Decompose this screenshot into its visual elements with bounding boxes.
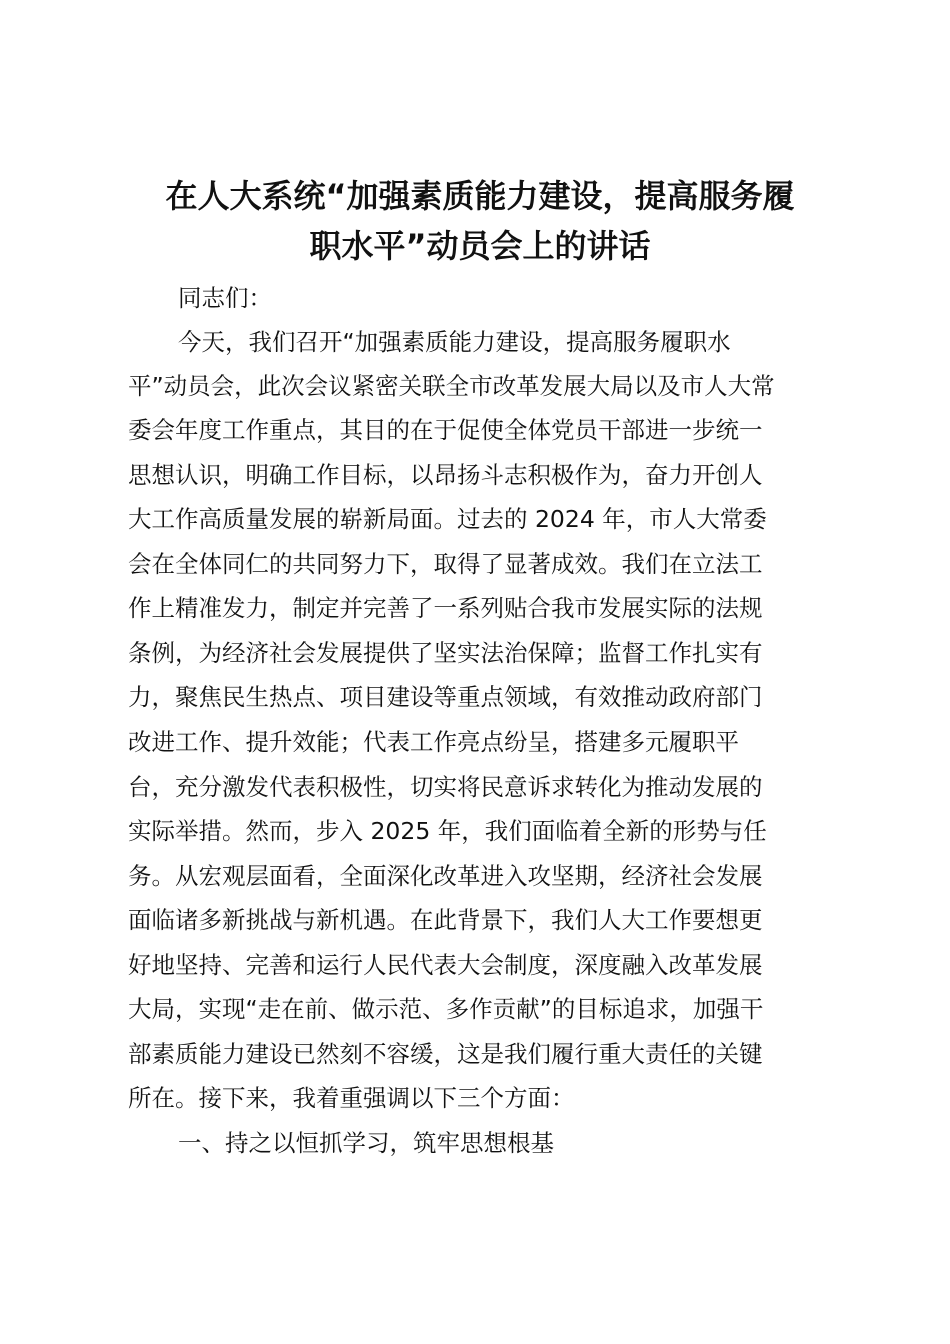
body-line: 思想认识，明确工作目标，以昂扬斗志积极作为，奋力开创人 xyxy=(128,461,763,489)
body-line: 力，聚焦民生热点、项目建设等重点领域，有效推动政府部门 xyxy=(128,683,763,711)
body-line: 平”动员会，此次会议紧密关联全市改革发展大局以及市人大常 xyxy=(128,372,775,400)
body-line: 所在。接下来，我着重强调以下三个方面： xyxy=(128,1084,575,1112)
body-line: 今天，我们召开“加强素质能力建设，提高服务履职水 xyxy=(178,328,731,356)
body-line: 面临诸多新挑战与新机遇。在此背景下，我们人大工作要想更 xyxy=(128,906,763,934)
section-heading: 一、持之以恒抓学习，筑牢思想根基 xyxy=(178,1129,554,1157)
body-line: 大工作高质量发展的崭新局面。过去的 2024 年，市人大常委 xyxy=(128,505,767,533)
body-line: 作上精准发力，制定并完善了一系列贴合我市发展实际的法规 xyxy=(128,594,763,622)
body-line: 条例，为经济社会发展提供了坚实法治保障；监督工作扎实有 xyxy=(128,639,763,667)
body-line: 实际举措。然而，步入 2025 年，我们面临着全新的形势与任 xyxy=(128,817,767,845)
document-title-line-2: 职水平”动员会上的讲话 xyxy=(309,227,651,265)
body-line: 改进工作、提升效能；代表工作亮点纷呈，搭建多元履职平 xyxy=(128,728,739,756)
body-line: 会在全体同仁的共同努力下，取得了显著成效。我们在立法工 xyxy=(128,550,763,578)
document-title-line-1: 在人大系统“加强素质能力建设，提高服务履 xyxy=(165,177,795,215)
body-line: 大局，实现“走在前、做示范、多作贡献”的目标追求，加强干 xyxy=(128,995,764,1023)
body-line: 台，充分激发代表积极性，切实将民意诉求转化为推动发展的 xyxy=(128,773,763,801)
salutation: 同志们： xyxy=(178,284,272,312)
body-line: 部素质能力建设已然刻不容缓，这是我们履行重大责任的关键 xyxy=(128,1040,763,1068)
body-line: 务。从宏观层面看，全面深化改革进入攻坚期，经济社会发展 xyxy=(128,862,763,890)
body-line: 好地坚持、完善和运行人民代表大会制度，深度融入改革发展 xyxy=(128,951,763,979)
body-line: 委会年度工作重点，其目的在于促使全体党员干部进一步统一 xyxy=(128,416,763,444)
